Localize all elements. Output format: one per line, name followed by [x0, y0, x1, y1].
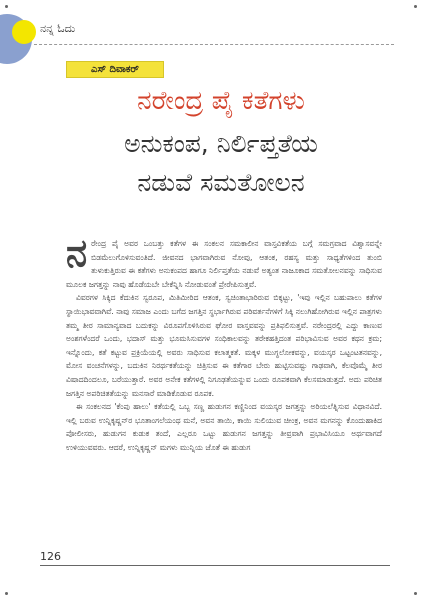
article-body: [66, 231, 382, 455]
paragraph: ಈ ಸಂಕಲನದ 'ಕೆಂಪು ಹಾಲು' ಕತೆಯಲ್ಲಿ ಒಬ್ಬ ಸಣ್ಣ ಹುಡುಗನ ಕಣ್ಣಿನಿಂದ ವಯಸ್ಕರ ಜಗತ್ತನ್ನು ಅರಿಯಲೆತ್ನಿಸುವ ವಿಧಾನವಿದೆ. ಇಲ್ಲಿ ಬರುವ ಉನ್ನಿಕೃಷ್ಣನ್‌ರ ಭೂತಾಂಗಲೆಯಂಥ ಮನೆ, ಅವನ ತಾಯಿ, ಕಾಯಿ ಸುಲಿಯುವ ಚೀಂಕ್ರ, ಅವನ ಮಗನನ್ನು ಕೊಂದುಹಾಕಿದ ಪೋಲೀಸರು, ಹುಡುಗನ ಕುಡುಕ ತಂದೆ, ಎಲ್ಲರೂ ಒಟ್ಟು ಹುಡುಗನ ಜಗತ್ತನ್ನು ತೀವ್ರವಾಗಿ ಪ್ರಭಾವಿಸಿಯೂ ಅರ್ಥವಾಗದೆ ಉಳಿಯುವವರು. ಆದರೆ, ಉನ್ನಿಕೃಷ್ಣನ್ ಮಗಳು ಮುನ್ನಿಯ ಜೊತೆ ಈ ಹುಡುಗ: [66, 402, 382, 452]
paragraph-text: ರೇಂದ್ರ ಪೈ ಅವರ ಒಂಬತ್ತು ಕತೆಗಳ ಈ ಸಂಕಲನ ಸಮಕಾಲೀನ ವಾಸ್ತವಿಕತೆಯ ಬಗ್ಗೆ ಸಮಗ್ರವಾದ ವಿಶ್ವಾಸವನ್ನೇ ಬಿಡಮೆಲುಗೊಳಿಸುವಂತಿದೆ. ಜೀವನದ ಭಾಗವಾಗಿರುವ ನೋವು, ಆತಂಕ, ರಹಸ್ಯ ಮತ್ತು ಸಾಧ್ಯತೆಗಳಿಂದ ತುಂಬಿ ತುಳುಕುತ್ತಿರುವ ಈ ಕತೆಗಳು ಅನುಕಂಪದ ಹಾಗೂ ನಿರ್ಲಿಪ್ತತೆಯ ನಡುವೆ ಅತ್ಯಂತ ನಾಜೂಕಾದ ಸಮತೋಲನವನ್ನು ಸಾಧಿಸುವ ಮೂಲಕ ಜಗತ್ತನ್ನು ನಾವು ಹೊಡೆಯಬೇ ಬೇಕೆನ್ನಿಸಿ ನೋಡುವಂತೆ ಪ್ರೇರೇಪಿಸುತ್ತವೆ.: [66, 239, 382, 289]
title-line-1: ನರೇಂದ್ರ ಪೈ ಕತೆಗಳು: [137, 86, 305, 116]
title-line-3: ನಡುವೆ ಸಮತೋಲನ: [137, 168, 305, 197]
crop-mark: [414, 5, 417, 8]
drop-cap: ನ: [66, 231, 88, 275]
footer-divider: [40, 565, 390, 566]
title-line-2: ಅನುಕಂಪ, ನಿರ್ಲಿಪ್ತತೆಯ: [124, 129, 318, 158]
crop-mark: [5, 5, 8, 8]
paragraph: [66, 231, 382, 291]
crop-mark: [5, 592, 8, 595]
header-divider: [34, 44, 394, 45]
decorative-yellow-circle: [12, 20, 36, 44]
paragraph: ವಿವರಗಳ ಸಿಕ್ಕಿದ ಕೆದುಕಿನ ಸ್ವರೂಪ, ಮಿತಿಮೀರಿದ ಆತಂಕ, ಸ್ವಚಿಂತಾಭಾರಿರುವ ಬಿಕ್ಕಟ್ಟು, 'ಇವು ಇಲ್ಲಿನ ಬಹುಪಾಲು ಕತೆಗಳ ಸ್ಥಾಯಿಭಾವವಾಗಿವೆ. ನಾವು ಸಮಾಜ ಎಂದು ಬಗೆದ ಜಗತ್ತಿನ ಸ್ಥರ್ಭಾಗಿರುವ ಪರಿವರ್ತನೆಗಳಿಗೆ ಸಿಕ್ಕಿ ನಲುಗಿಹೋಗಿರುವ ಇಲ್ಲಿನ ಪಾತ್ರಗಳು ತಮ್ಮ ತೀರ ಸಾಮಾನ್ಯವಾದ ಬದುಕನ್ನು ವಿರೂಪಗೊಳಿಸಿರುವ ಘೋರ ವಾಸ್ತವವನ್ನು ಪ್ರತಿಫಲಿಸುತ್ತವೆ. ನರೇಂದ್ರರಲ್ಲಿ ಎದ್ದು ಕಾಣುವ ಅಂಶಗಳೆಂದರೆ ಒಂದು, ಭದಾಸ್‌ ಮತ್ತು ಭೂಮಸಿಸುವಗಳ ಸಂಧಿಕಾಲವನ್ನು ತರೇಕಹತ್ತಿದಂತ ಪರಿಭಾವಿಸುವ ಅವರ ಕಥನ ಕ್ರಮ; ಇನ್ನೊಂದು, ಕತೆ ಕಟ್ಟುವ ಪ್ರಕ್ರಿಯೆಯಲ್ಲಿ ಅವರು ಸಾಧಿಸುವ ಕಲಾತ್ಮಕತೆ. ಮಕ್ಕಳ ಮುಗ್ಧಲೋಕವನ್ನು, ವಯಸ್ಕರ ಒಟ್ಟಂಟತನವನ್ನು, ಮೋಸ ವಂಚನೆಗಳನ್ನು, ಬದುಕಿನ ನಿರರ್ಥಕತೆಯನ್ನು ಚಿತ್ರಿಸುವ ಈ ಕತೆಗಾರ ಬೇರು ಹುಟ್ಟಿಸುವಷ್ಟು ಗಾಢವಾಗಿ, ಕೆಲವೊಮ್ಮೆ ತೀರ ವಿಷಾದದಿಂದಲೂ, ಬರೆಯುತ್ತಾರೆ. ಅವರ ಅನೇಕ ಕತೆಗಳಲ್ಲಿ ನಿಗೂಢತೆಯನ್ನುವ ಒಂದು ರೂಪಕವಾಗಿ ಕೆಲಸಮಾಡುತ್ತದೆ. ಅದು ಪರಿಚಿತ ಜಗತ್ತಿನ ಅಪರಿಚಿತತೆಯನ್ನು ಮನಸಾರೆ ಮಾಡಿಕೊಡುವ ರೂಪಕ.: [66, 293, 382, 398]
section-label: ನನ್ನ ಓದು: [40, 22, 76, 35]
page-number: 126: [40, 550, 61, 563]
crop-mark: [414, 592, 417, 595]
author-name: ಎಸ್ ದಿವಾಕರ್: [66, 61, 164, 78]
